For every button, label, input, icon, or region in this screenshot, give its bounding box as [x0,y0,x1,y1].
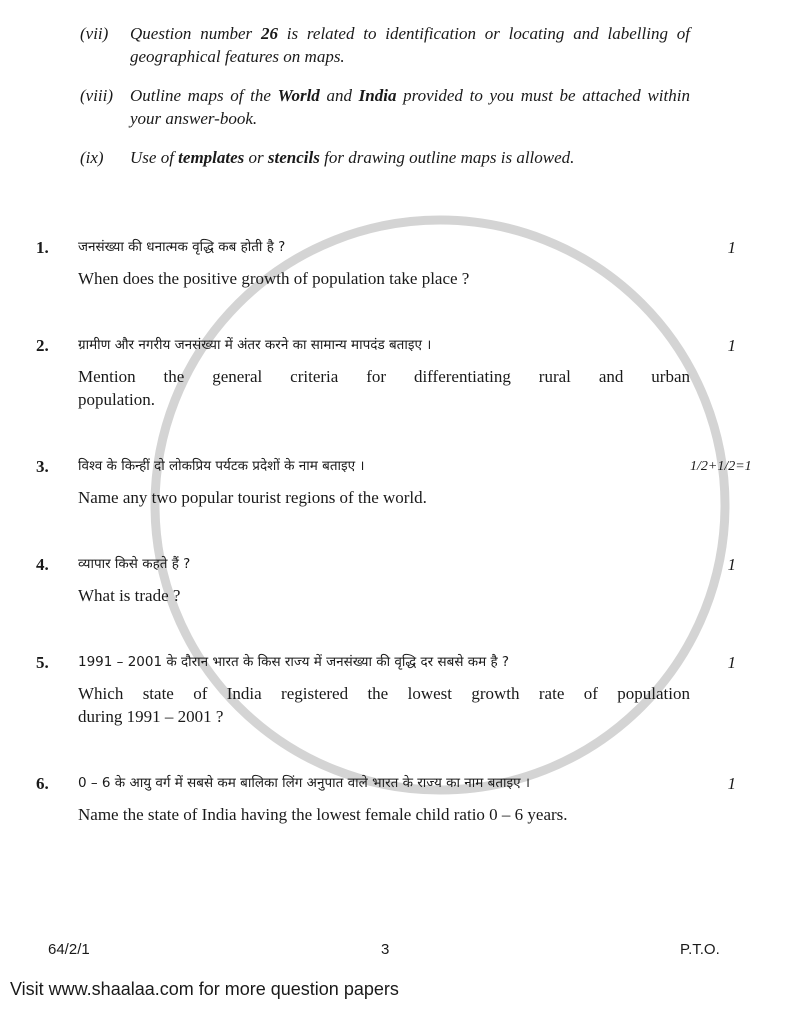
pto-label: P.T.O. [680,941,720,958]
question-english: Mention the general criteria for differentiating rural and urban [78,367,690,386]
question-marks: 1 [727,336,736,355]
instruction-number: (vii) [80,24,109,43]
question-hindi: 0 – 6 के आयु वर्ग में सबसे कम बालिका लिंग अनुपात वाले भारत के राज्य का नाम बताइए । [78,775,531,791]
question-number: 1. [36,238,49,257]
question-english: Which state of India registered the lowest growth rate of population [78,684,690,703]
instructions [80,22,690,185]
question-marks: 1 [727,555,736,574]
shaalaa-banner [0,975,800,1015]
question-number: 4. [36,555,49,574]
paper-code: 64/2/1 [48,941,90,958]
instruction-text: Outline maps of the World and India provided to you must be attached within your answer-book. [130,86,690,128]
question-number: 6. [36,774,49,793]
question-marks: 1 [727,653,736,672]
question-hindi: जनसंख्या की धनात्मक वृद्धि कब होती है ? [78,239,286,255]
instruction-text: Use of templates or stencils for drawing outline maps is allowed. [130,148,575,167]
instruction-number: (viii) [80,86,114,105]
question-6 [36,772,736,826]
question-hindi: व्यापार किसे कहते हैं ? [78,556,191,572]
instruction-vii [80,22,690,68]
question-english: When does the positive growth of population take place ? [78,269,470,288]
question-english: Name any two popular tourist regions of the world. [78,488,427,507]
question-1 [36,236,736,290]
question-number: 3. [36,457,49,476]
question-marks: 1 [727,774,736,793]
question-hindi: ग्रामीण और नगरीय जनसंख्या में अंतर करने का सामान्य मापदंड बताइए । [78,337,432,353]
question-english-cont: population. [78,390,155,409]
question-hindi: 1991 – 2001 के दौरान भारत के किस राज्य में जनसंख्या की वृद्धि दर सबसे कम है ? [78,654,510,670]
instruction-number: (ix) [80,148,104,167]
question-english: What is trade ? [78,586,181,605]
question-number: 5. [36,653,49,672]
questions [36,236,752,870]
question-english: Name the state of India having the lowest female child ratio 0 – 6 years. [78,805,568,824]
banner-text: Visit www.shaalaa.com for more question papers [10,979,399,999]
instruction-viii [80,84,690,130]
page-number: 3 [381,941,390,958]
question-3 [36,455,752,509]
question-english-cont: during 1991 – 2001 ? [78,707,224,726]
question-marks: 1 [727,238,736,257]
instruction-ix [80,146,690,169]
question-marks: 1/2+1/2=1 [690,459,752,474]
question-number: 2. [36,336,49,355]
question-4 [36,553,736,607]
question-hindi: विश्व के किन्हीं दो लोकप्रिय पर्यटक प्रदेशों के नाम बताइए । [78,458,365,474]
question-2 [36,334,736,411]
instruction-text: Question number 26 is related to identification or locating and labelling of geographical features on maps. [130,24,690,66]
question-5 [36,651,736,728]
